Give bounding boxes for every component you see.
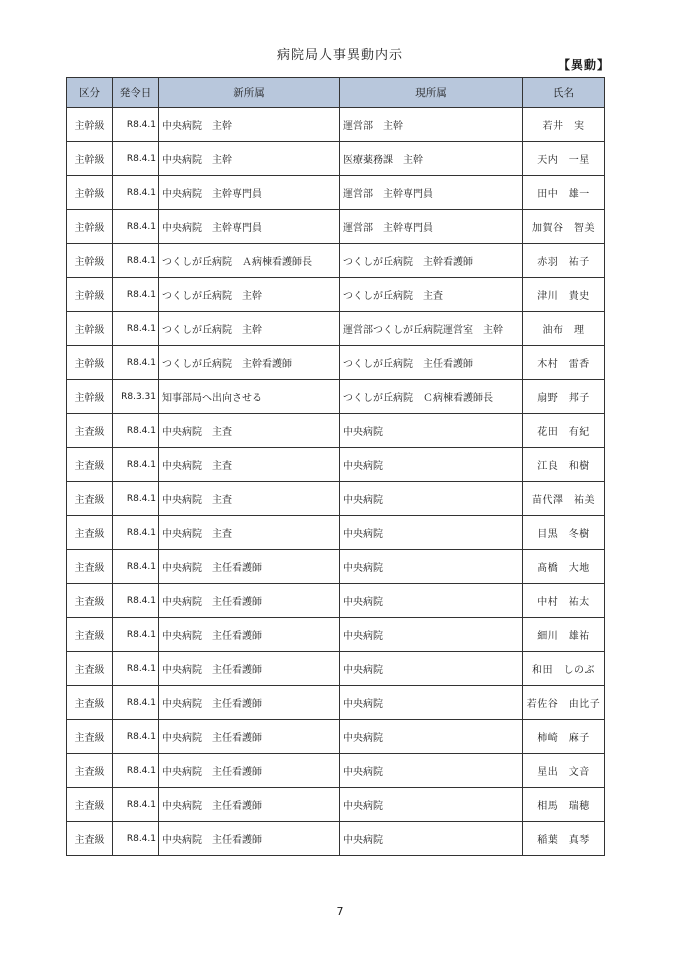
cell-current-post: 中央病院 — [340, 652, 523, 686]
cell-new-post: 中央病院 主任看護師 — [159, 652, 340, 686]
cell-name: 苗代澤 祐美 — [523, 482, 605, 516]
table-row — [67, 448, 605, 482]
table-row — [67, 618, 605, 652]
table-row — [67, 312, 605, 346]
cell-name: 津川 貴史 — [523, 278, 605, 312]
cell-date: R8.4.1 — [113, 584, 159, 618]
cell-category: 主幹級 — [67, 108, 113, 142]
table-row — [67, 210, 605, 244]
cell-name: 扇野 邦子 — [523, 380, 605, 414]
cell-current-post: 中央病院 — [340, 584, 523, 618]
cell-date: R8.4.1 — [113, 516, 159, 550]
cell-category: 主幹級 — [67, 142, 113, 176]
header-new-post: 新所属 — [159, 78, 340, 108]
cell-new-post: つくしが丘病院 主幹看護師 — [159, 346, 340, 380]
header-date: 発令日 — [113, 78, 159, 108]
table-row — [67, 720, 605, 754]
cell-name: 稲葉 真琴 — [523, 822, 605, 856]
table-row — [67, 788, 605, 822]
cell-new-post: 中央病院 主査 — [159, 448, 340, 482]
table-row — [67, 142, 605, 176]
cell-new-post: 中央病院 主任看護師 — [159, 822, 340, 856]
cell-current-post: 医療薬務課 主幹 — [340, 142, 523, 176]
table-row — [67, 278, 605, 312]
page-title: 病院局人事異動内示 — [276, 48, 403, 63]
table-row — [67, 244, 605, 278]
cell-name: 髙橋 大地 — [523, 550, 605, 584]
cell-current-post: つくしが丘病院 主査 — [340, 278, 523, 312]
table-row — [67, 550, 605, 584]
cell-date: R8.4.1 — [113, 550, 159, 584]
cell-name: 和田 しのぶ — [523, 652, 605, 686]
cell-date: R8.4.1 — [113, 788, 159, 822]
cell-category: 主査級 — [67, 550, 113, 584]
table-row — [67, 108, 605, 142]
page-number: 7 — [336, 905, 344, 918]
cell-current-post: 中央病院 — [340, 822, 523, 856]
cell-new-post: 中央病院 主幹専門員 — [159, 176, 340, 210]
header-name: 氏名 — [523, 78, 605, 108]
cell-date: R8.4.1 — [113, 754, 159, 788]
cell-date: R8.4.1 — [113, 278, 159, 312]
cell-name: 相馬 瑞穂 — [523, 788, 605, 822]
cell-new-post: 中央病院 主査 — [159, 516, 340, 550]
cell-date: R8.4.1 — [113, 346, 159, 380]
cell-date: R8.4.1 — [113, 312, 159, 346]
cell-new-post: つくしが丘病院 主幹 — [159, 312, 340, 346]
table-row — [67, 482, 605, 516]
cell-date: R8.4.1 — [113, 618, 159, 652]
cell-category: 主幹級 — [67, 312, 113, 346]
cell-category: 主査級 — [67, 788, 113, 822]
cell-date: R8.4.1 — [113, 720, 159, 754]
cell-current-post: 中央病院 — [340, 550, 523, 584]
cell-current-post: 中央病院 — [340, 754, 523, 788]
cell-new-post: 中央病院 主幹 — [159, 108, 340, 142]
cell-current-post: つくしが丘病院 Ｃ病棟看護師長 — [340, 380, 523, 414]
cell-category: 主査級 — [67, 584, 113, 618]
cell-category: 主幹級 — [67, 210, 113, 244]
cell-category: 主幹級 — [67, 346, 113, 380]
table-row — [67, 822, 605, 856]
cell-date: R8.4.1 — [113, 652, 159, 686]
cell-name: 柿崎 麻子 — [523, 720, 605, 754]
cell-current-post: 中央病院 — [340, 414, 523, 448]
cell-category: 主査級 — [67, 414, 113, 448]
cell-date: R8.4.1 — [113, 414, 159, 448]
cell-date: R8.4.1 — [113, 210, 159, 244]
table-row — [67, 686, 605, 720]
table-row — [67, 176, 605, 210]
cell-date: R8.4.1 — [113, 686, 159, 720]
cell-category: 主査級 — [67, 754, 113, 788]
cell-new-post: 中央病院 主査 — [159, 482, 340, 516]
cell-category: 主査級 — [67, 652, 113, 686]
cell-name: 若井 実 — [523, 108, 605, 142]
cell-category: 主査級 — [67, 482, 113, 516]
cell-date: R8.4.1 — [113, 108, 159, 142]
cell-date: R8.4.1 — [113, 176, 159, 210]
cell-name: 油布 理 — [523, 312, 605, 346]
cell-category: 主幹級 — [67, 380, 113, 414]
cell-new-post: 中央病院 主任看護師 — [159, 788, 340, 822]
table-body — [67, 108, 605, 856]
cell-name: 天内 一星 — [523, 142, 605, 176]
cell-date: R8.4.1 — [113, 142, 159, 176]
cell-name: 若佐谷 由比子 — [523, 686, 605, 720]
table-row — [67, 652, 605, 686]
cell-new-post: 中央病院 主任看護師 — [159, 720, 340, 754]
cell-new-post: 中央病院 主査 — [159, 414, 340, 448]
cell-name: 細川 雄祐 — [523, 618, 605, 652]
cell-new-post: つくしが丘病院 主幹 — [159, 278, 340, 312]
cell-date: R8.4.1 — [113, 244, 159, 278]
cell-date: R8.3.31 — [113, 380, 159, 414]
header-category: 区分 — [67, 78, 113, 108]
cell-new-post: 中央病院 主任看護師 — [159, 550, 340, 584]
cell-name: 木村 雷香 — [523, 346, 605, 380]
cell-name: 加賀谷 智美 — [523, 210, 605, 244]
cell-name: 星出 文音 — [523, 754, 605, 788]
header-current-post: 現所属 — [340, 78, 523, 108]
cell-category: 主査級 — [67, 822, 113, 856]
cell-category: 主査級 — [67, 448, 113, 482]
cell-current-post: 運営部 主幹 — [340, 108, 523, 142]
table-row — [67, 346, 605, 380]
cell-current-post: 運営部 主幹専門員 — [340, 210, 523, 244]
cell-name: 赤羽 祐子 — [523, 244, 605, 278]
cell-current-post: 中央病院 — [340, 516, 523, 550]
cell-date: R8.4.1 — [113, 822, 159, 856]
table-row — [67, 380, 605, 414]
cell-name: 田中 雄一 — [523, 176, 605, 210]
cell-name: 中村 祐太 — [523, 584, 605, 618]
cell-category: 主査級 — [67, 720, 113, 754]
personnel-table — [66, 77, 605, 856]
cell-current-post: 中央病院 — [340, 482, 523, 516]
cell-category: 主査級 — [67, 516, 113, 550]
cell-new-post: 中央病院 主任看護師 — [159, 584, 340, 618]
cell-current-post: 中央病院 — [340, 720, 523, 754]
cell-category: 主幹級 — [67, 278, 113, 312]
cell-category: 主査級 — [67, 618, 113, 652]
cell-category: 主査級 — [67, 686, 113, 720]
cell-new-post: 中央病院 主任看護師 — [159, 686, 340, 720]
cell-date: R8.4.1 — [113, 482, 159, 516]
cell-new-post: 中央病院 主幹 — [159, 142, 340, 176]
cell-current-post: 中央病院 — [340, 618, 523, 652]
cell-current-post: 中央病院 — [340, 686, 523, 720]
cell-new-post: つくしが丘病院 Ａ病棟看護師長 — [159, 244, 340, 278]
cell-category: 主幹級 — [67, 176, 113, 210]
cell-new-post: 中央病院 主任看護師 — [159, 618, 340, 652]
cell-current-post: 運営部 主幹専門員 — [340, 176, 523, 210]
table-row — [67, 754, 605, 788]
category-tag: 【異動】 — [557, 58, 610, 72]
cell-category: 主幹級 — [67, 244, 113, 278]
table-header-row — [67, 78, 605, 108]
cell-current-post: 中央病院 — [340, 788, 523, 822]
table-row — [67, 516, 605, 550]
cell-current-post: 運営部つくしが丘病院運営室 主幹 — [340, 312, 523, 346]
cell-current-post: 中央病院 — [340, 448, 523, 482]
cell-date: R8.4.1 — [113, 448, 159, 482]
cell-current-post: つくしが丘病院 主幹看護師 — [340, 244, 523, 278]
cell-new-post: 中央病院 主任看護師 — [159, 754, 340, 788]
cell-name: 江良 和樹 — [523, 448, 605, 482]
cell-name: 目黒 冬樹 — [523, 516, 605, 550]
cell-name: 花田 有紀 — [523, 414, 605, 448]
cell-new-post: 知事部局へ出向させる — [159, 380, 340, 414]
cell-new-post: 中央病院 主幹専門員 — [159, 210, 340, 244]
table-row — [67, 414, 605, 448]
cell-current-post: つくしが丘病院 主任看護師 — [340, 346, 523, 380]
table-row — [67, 584, 605, 618]
